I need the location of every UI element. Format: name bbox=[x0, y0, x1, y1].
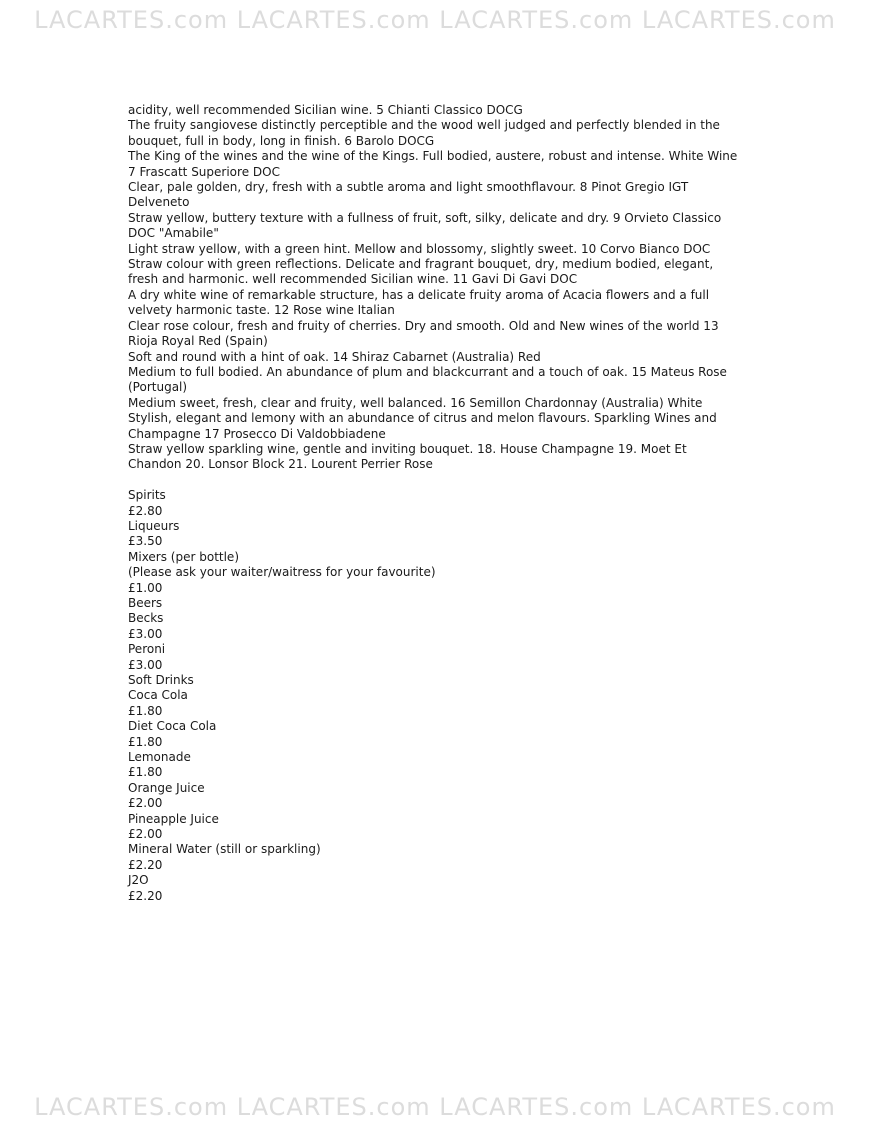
drinks-category-beers: Beers bbox=[128, 595, 163, 610]
wine-entry: Stylish, elegant and lemony with an abundance of citrus and melon flavours. Sparkling Wines and Champagne 17 Prosecco Di Valdobbiadene bbox=[128, 411, 717, 441]
price: £2.00 bbox=[128, 827, 163, 842]
wine-entry: Medium to full bodied. An abundance of plum and blackcurrant and a touch of oak. 15 Mateus Rose (Portugal) bbox=[128, 364, 727, 395]
price: £2.20 bbox=[128, 857, 163, 872]
price: £2.80 bbox=[128, 503, 163, 518]
price: £2.20 bbox=[128, 888, 163, 903]
drink-item: Mineral Water (still or sparkling) bbox=[128, 842, 321, 857]
price: £3.50 bbox=[128, 534, 163, 549]
wine-entry: Clear rose colour, fresh and fruity of cherries. Dry and smooth. Old and New wines of the world 13 Rioja Royal Red (Spain) bbox=[128, 318, 719, 349]
wine-entry: Straw yellow, buttery texture with a fullness of fruit, soft, silky, delicate and dry. 9 Orvieto Classico DOC "Amabile" bbox=[128, 210, 722, 241]
drink-item: Becks bbox=[128, 611, 164, 626]
drinks-category-liqueurs: Liqueurs bbox=[128, 518, 180, 533]
watermark-top: LACARTES.com LACARTES.com LACARTES.com LACARTES.com bbox=[34, 6, 836, 34]
wine-entry: Medium sweet, fresh, clear and fruity, well balanced. 16 Semillon Chardonnay (Australia) White bbox=[128, 395, 703, 410]
menu-content bbox=[128, 103, 738, 904]
drink-item: Orange Juice bbox=[128, 780, 205, 795]
price: £1.80 bbox=[128, 703, 163, 718]
drinks-category-spirits: Spirits bbox=[128, 488, 166, 503]
drink-item: Coca Cola bbox=[128, 688, 188, 703]
wine-entry: Light straw yellow, with a green hint. Mellow and blossomy, slightly sweet. 10 Corvo Bianco DOC bbox=[128, 241, 711, 256]
drinks-list bbox=[128, 488, 738, 904]
section-spacer bbox=[128, 473, 738, 488]
wine-entry: Straw yellow sparkling wine, gentle and inviting bouquet. 18. House Champagne 19. Moet Et Chandon 20. Lonsor Block 21. Lourent Perrier Rose bbox=[128, 441, 687, 472]
drink-item: Peroni bbox=[128, 642, 166, 657]
price: £2.00 bbox=[128, 796, 163, 811]
mixers-note: (Please ask your waiter/waitress for your favourite) bbox=[128, 565, 436, 580]
wine-entry: Clear, pale golden, dry, fresh with a subtle aroma and light smoothflavour. 8 Pinot Gregio IGT Delveneto bbox=[128, 180, 689, 210]
wine-entry: A dry white wine of remarkable structure, has a delicate fruity aroma of Acacia flowers and a full velvety harmonic taste. 12 Rose wine Italian bbox=[128, 287, 710, 318]
drink-item: Lemonade bbox=[128, 750, 191, 765]
wine-entry: Soft and round with a hint of oak. 14 Shiraz Cabarnet (Australia) Red bbox=[128, 349, 541, 364]
wine-entry: The fruity sangiovese distinctly perceptible and the wood well judged and perfectly blended in the bouquet, full in body, long in finish. 6 Barolo DOCG bbox=[128, 118, 720, 148]
drinks-category-soft-drinks: Soft Drinks bbox=[128, 673, 194, 688]
wine-list bbox=[128, 103, 738, 473]
price: £3.00 bbox=[128, 626, 163, 641]
price: £1.00 bbox=[128, 580, 163, 595]
drink-item: Pineapple Juice bbox=[128, 811, 219, 826]
drink-item: J2O bbox=[128, 873, 149, 888]
wine-entry: Straw colour with green reflections. Delicate and fragrant bouquet, dry, medium bodied, elegant, fresh and harmonic. well recommended Sicilian wine. 11 Gavi Di Gavi DOC bbox=[128, 257, 714, 287]
price: £1.80 bbox=[128, 765, 163, 780]
price: £3.00 bbox=[128, 657, 163, 672]
drink-item: Diet Coca Cola bbox=[128, 719, 217, 734]
wine-entry: The King of the wines and the wine of the Kings. Full bodied, austere, robust and intense. White Wine 7 Frascatt Superiore DOC bbox=[128, 149, 738, 179]
drinks-category-mixers: Mixers (per bottle) bbox=[128, 549, 239, 564]
wine-entry: acidity, well recommended Sicilian wine. 5 Chianti Classico DOCG bbox=[128, 103, 523, 117]
watermark-bottom: LACARTES.com LACARTES.com LACARTES.com LACARTES.com bbox=[34, 1093, 836, 1121]
price: £1.80 bbox=[128, 734, 163, 749]
